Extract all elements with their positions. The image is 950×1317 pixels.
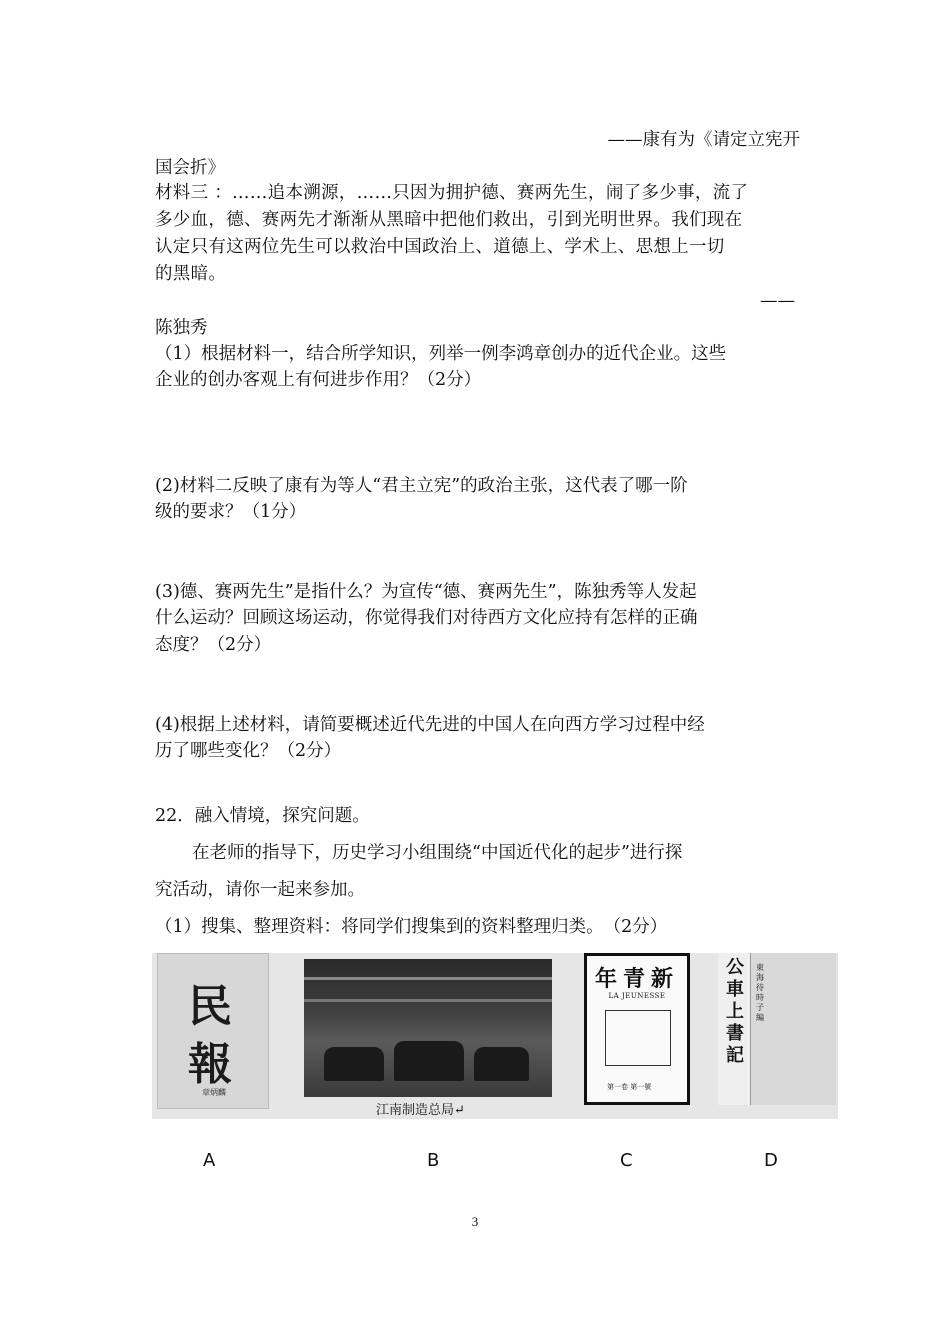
image-a-char-2: 報 (188, 1039, 232, 1090)
doc-line: 认定只有这两位先生可以救治中国政治上、道德上、学术上、思想上一切 (155, 237, 725, 257)
doc-line: 陈独秀 (155, 318, 208, 338)
question-3-cont: 什么运动？回顾这场运动，你觉得我们对待西方文化应持有怎样的正确 (155, 608, 698, 628)
question-4-cont: 历了哪些变化？（2分） (155, 741, 342, 761)
doc-line: —— (760, 291, 795, 311)
question-22-intro-cont: 究活动，请你一起来参加。 (155, 880, 365, 900)
image-b-caption: 江南制造总局↵ (376, 1103, 465, 1118)
image-c-portrait-frame (605, 1010, 671, 1066)
image-strip (152, 953, 838, 1119)
question-22-part1: （1）搜集、整理资料：将同学们搜集到的资料整理归类。 （2分） (155, 917, 668, 937)
image-c-new-youth-cover (584, 953, 690, 1105)
page-number: 3 (471, 1214, 479, 1229)
doc-line: 材料三 ：……追本溯源，……只因为拥护德、赛两先生，闹了多少事，流了 (155, 183, 749, 203)
image-d-subtitle: 東海待時子編 (756, 963, 764, 1022)
doc-line: 国会折》 (155, 158, 225, 178)
question-22-intro: 在老师的指导下，历史学习小组围绕“中国近代化的起步”进行探 (192, 843, 683, 863)
option-label-d: D (764, 1150, 778, 1171)
image-c-latin: LA JEUNESSE (608, 992, 666, 1000)
question-22-heading: 22．融入情境，探究问题。 (155, 806, 370, 826)
option-label-b: B (427, 1150, 440, 1171)
question-2: (2)材料二反映了康有为等人“君主立宪”的政治主张，这代表了哪一阶 (155, 476, 688, 496)
question-4: (4)根据上述材料，请简要概述近代先进的中国人在向西方学习过程中经 (155, 715, 705, 735)
question-3-cont2: 态度？（2分） (155, 635, 272, 655)
option-label-a: A (203, 1150, 216, 1171)
question-1: （1）根据材料一，结合所学知识，列举一例李鸿章创办的近代企业。这些 (155, 344, 727, 364)
image-a-minbao (157, 953, 269, 1109)
image-c-title: 年青新 (594, 966, 679, 992)
image-b-factory-photo (304, 959, 552, 1097)
image-a-signature: 章炳麟 (202, 1088, 226, 1097)
image-c-foot: 第一卷 第一號 (607, 1083, 652, 1091)
image-a-char-1: 民 (188, 981, 232, 1032)
image-d-gongche-shangshu (718, 953, 836, 1105)
question-3: (3)德、赛两先生”是指什么？为宣传“德、赛两先生”，陈独秀等人发起 (155, 582, 697, 602)
question-1-cont: 企业的创办客观上有何进步作用？（2分） (155, 370, 482, 390)
question-2-cont: 级的要求？（1分） (155, 502, 307, 522)
doc-line: 多少血，德、赛两先才渐渐从黑暗中把他们救出，引到光明世界。我们现在 (155, 210, 743, 230)
option-label-c: C (620, 1150, 633, 1171)
doc-line: 的黑暗。 (155, 264, 227, 284)
doc-line: ——康有为《请定立宪开 (607, 130, 800, 150)
image-d-title: 公車上書記 (726, 957, 744, 1066)
